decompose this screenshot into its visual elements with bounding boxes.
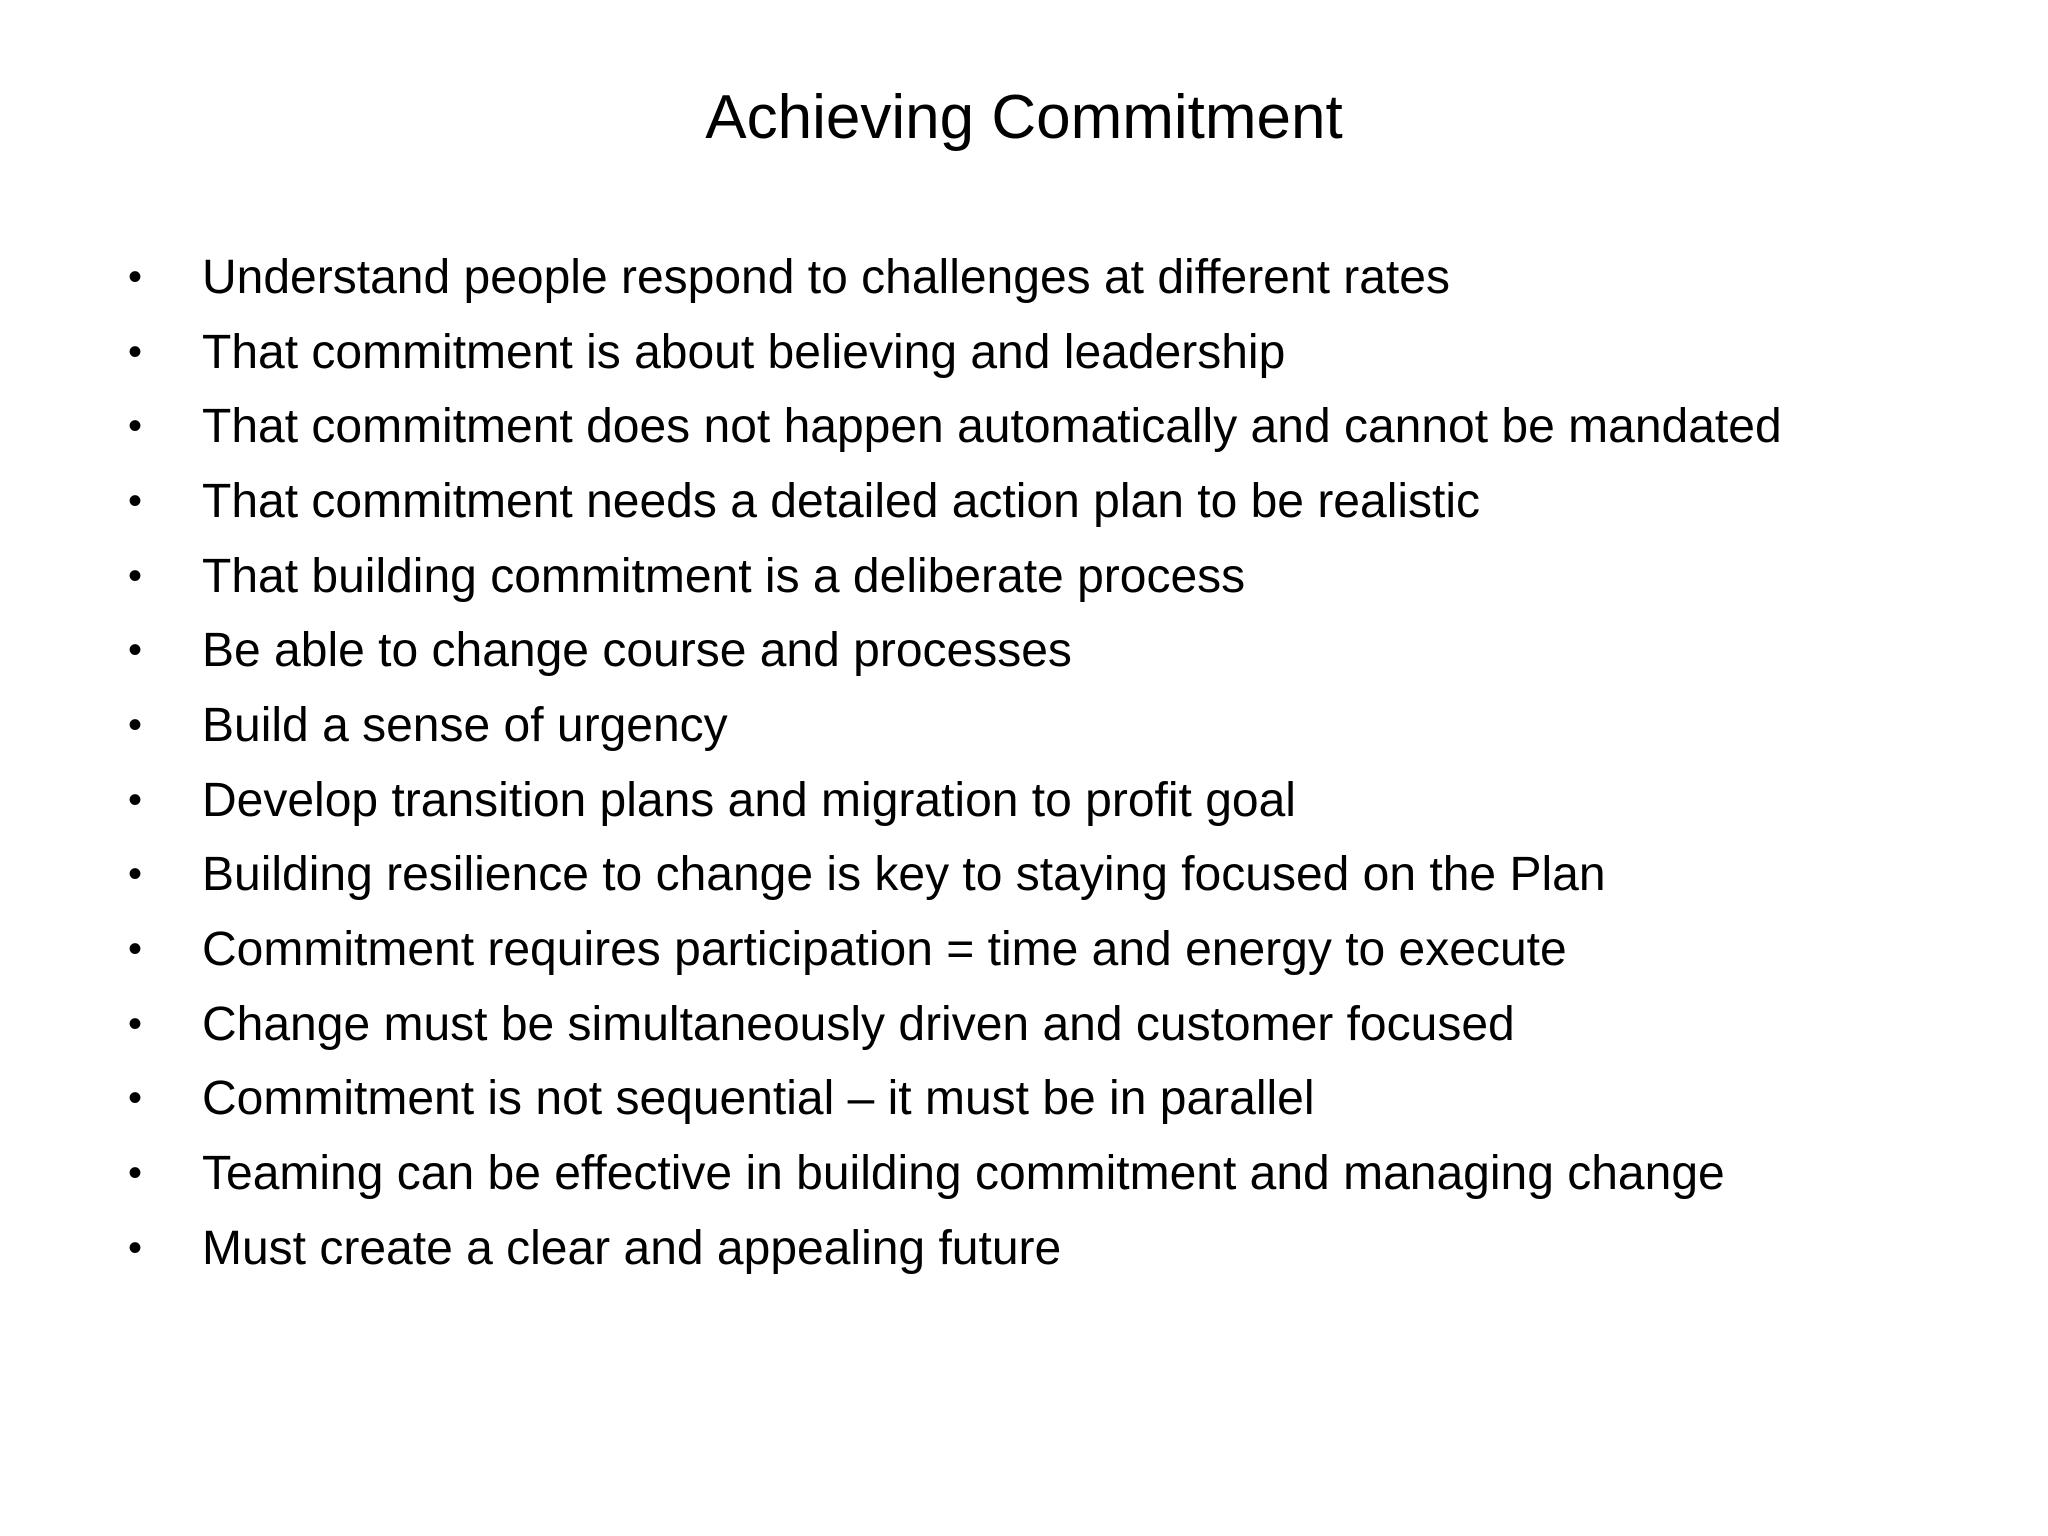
- bullet-text: That commitment is about believing and leadership: [202, 325, 1286, 379]
- bullet-icon: •: [128, 478, 143, 523]
- list-item: [128, 912, 2008, 987]
- bullet-text: That building commitment is a deliberate process: [202, 549, 1246, 603]
- bullet-text: Change must be simultaneously driven and customer focused: [202, 997, 1515, 1051]
- bullet-text: Build a sense of urgency: [202, 698, 728, 752]
- list-item: [128, 1136, 2008, 1211]
- bullet-text: Teaming can be effective in building commitment and managing change: [202, 1147, 1725, 1201]
- bullet-text: Building resilience to change is key to staying focused on the Plan: [202, 848, 1606, 902]
- bullet-text: Must create a clear and appealing future: [202, 1221, 1062, 1275]
- bullet-icon: •: [128, 404, 143, 449]
- list-item: [128, 389, 2008, 464]
- list-item: [128, 838, 2008, 913]
- bullet-icon: •: [128, 553, 143, 598]
- list-item: [128, 1062, 2008, 1137]
- slide-title: Achieving Commitment: [705, 83, 1343, 152]
- bullet-icon: •: [128, 329, 143, 374]
- bullet-icon: •: [128, 777, 143, 822]
- list-item: [128, 240, 2008, 315]
- list-item: [128, 987, 2008, 1062]
- bullet-text: That commitment needs a detailed action plan to be realistic: [202, 474, 1481, 528]
- list-item: [128, 613, 2008, 688]
- bullet-icon: •: [128, 1225, 143, 1270]
- bullet-text: Commitment is not sequential – it must be in parallel: [202, 1072, 1315, 1126]
- bullet-icon: •: [128, 628, 143, 673]
- bullet-text: Be able to change course and processes: [202, 624, 1072, 678]
- bullet-list: [128, 240, 2008, 1286]
- list-item: [128, 539, 2008, 614]
- bullet-icon: •: [128, 1076, 143, 1121]
- bullet-icon: •: [128, 254, 143, 299]
- bullet-icon: •: [128, 927, 143, 972]
- bullet-text: That commitment does not happen automatically and cannot be mandated: [202, 400, 1782, 454]
- list-item: [128, 688, 2008, 763]
- bullet-icon: •: [128, 1001, 143, 1046]
- bullet-icon: •: [128, 702, 143, 747]
- list-item: [128, 1211, 2008, 1286]
- list-item: [128, 315, 2008, 390]
- bullet-icon: •: [128, 1151, 143, 1196]
- bullet-text: Understand people respond to challenges at different rates: [202, 250, 1450, 304]
- bullet-text: Commitment requires participation = time and energy to execute: [202, 923, 1567, 977]
- bullet-icon: •: [128, 852, 143, 897]
- list-item: [128, 763, 2008, 838]
- list-item: [128, 464, 2008, 539]
- bullet-text: Develop transition plans and migration to profit goal: [202, 773, 1296, 827]
